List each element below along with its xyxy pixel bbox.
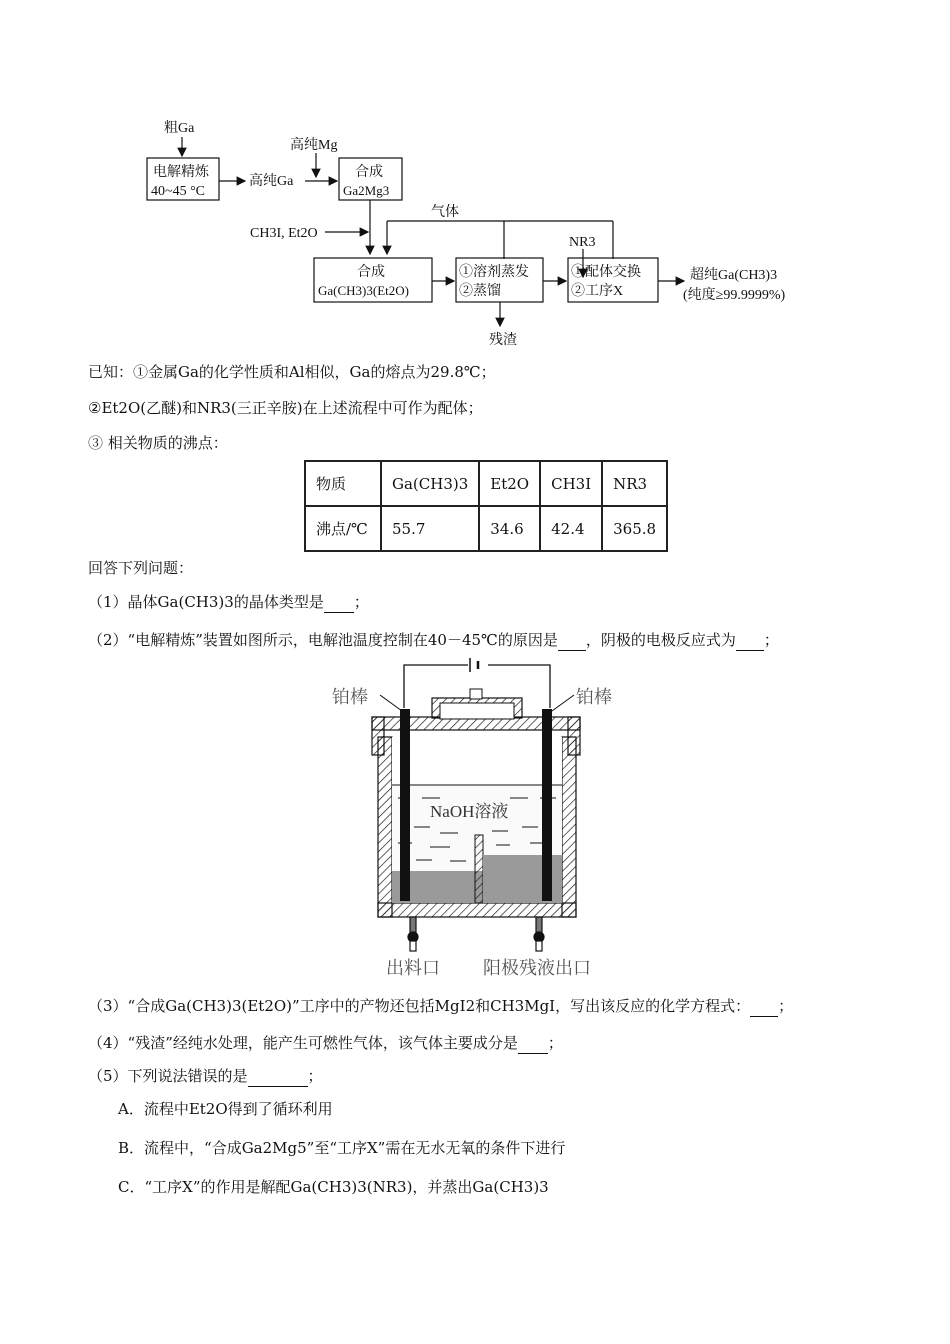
reagents-label: CH3I, Et2O xyxy=(250,226,318,241)
known-line-1: 已知：①金属Ga的化学性质和Al相似，Ga的熔点为29.8℃； xyxy=(88,363,496,381)
question-4: （4）“残渣”经纯水处理，能产生可燃性气体，该气体主要成分是 ； xyxy=(88,1034,563,1052)
left-electrode-label: 铂棒 xyxy=(332,687,368,707)
question-3: （3）“合成Ga(CH3)3(Et2O)”工序中的产物还包括MgI2和CH3MgI，写出该反应的化学方程式： ； xyxy=(88,997,794,1015)
question-4-text: （4）“残渣”经纯水处理，能产生可燃性气体，该气体主要成分是 xyxy=(88,1034,518,1052)
answer-blank[interactable] xyxy=(750,996,778,1017)
nr3-label: NR3 xyxy=(569,235,596,250)
outlets xyxy=(408,917,544,951)
pure-mg-label: 高纯Mg xyxy=(290,138,338,153)
question-2-text: （2）“电解精炼”装置如图所示，电解池温度控制在40－45℃的原因是 xyxy=(88,631,558,649)
option-b[interactable]: B．流程中，“合成Ga2Mg5”至“工序X”需在无水无氧的条件下进行 xyxy=(118,1139,566,1157)
crude-ga-label: 粗Ga xyxy=(164,121,195,136)
questions-intro: 回答下列问题： xyxy=(88,559,194,577)
electrolysis-label-1: 电解精炼 xyxy=(153,165,209,180)
question-5: （5）下列说法错误的是 ； xyxy=(88,1067,323,1085)
exchange-label-1: ①配体交换 xyxy=(571,265,641,280)
option-a[interactable]: A．流程中Et2O得到了循环利用 xyxy=(118,1100,333,1118)
pure-ga-label: 高纯Ga xyxy=(249,174,294,189)
left-electrode xyxy=(400,709,410,901)
table-cell: CH3I xyxy=(540,461,602,506)
table-cell: 55.7 xyxy=(381,506,479,551)
table-cell: 365.8 xyxy=(602,506,667,551)
solution-label: NaOH溶液 xyxy=(430,802,509,821)
evaporation-label-1: ①溶剂蒸发 xyxy=(459,265,529,280)
outlet-left-label: 出料口 xyxy=(386,958,440,978)
electrolysis-label-2: 40~45 °C xyxy=(151,184,206,199)
table-cell: Et2O xyxy=(479,461,540,506)
table-cell: Ga(CH3)3 xyxy=(381,461,479,506)
known-line-3: ③ 相关物质的沸点： xyxy=(88,434,228,452)
gas-label: 气体 xyxy=(431,205,459,220)
answer-blank[interactable] xyxy=(248,1066,308,1087)
boiling-point-table xyxy=(304,460,668,552)
outlet-right-label: 阳极残液出口 xyxy=(483,958,591,978)
answer-blank[interactable] xyxy=(736,630,764,651)
evaporation-label-2: ②蒸馏 xyxy=(459,284,501,299)
option-c[interactable]: C．“工序X”的作用是解配Ga(CH3)3(NR3)，并蒸出Ga(CH3)3 xyxy=(118,1178,549,1196)
table-cell: NR3 xyxy=(602,461,667,506)
question-1-text: （1）晶体Ga(CH3)3的晶体类型是 xyxy=(88,593,324,611)
question-3-text: （3）“合成Ga(CH3)3(Et2O)”工序中的产物还包括MgI2和CH3MgI，写出该反应的化学方程式： xyxy=(88,997,751,1015)
synthesis1-label-1: 合成 xyxy=(355,165,383,180)
table-header-row xyxy=(305,461,667,506)
exchange-label-2: ②工序X xyxy=(571,284,624,299)
answer-blank[interactable] xyxy=(518,1033,548,1054)
synthesis2-label-1: 合成 xyxy=(357,265,385,280)
product-label-1: 超纯Ga(CH3)3 xyxy=(690,268,778,283)
process-flowchart xyxy=(0,0,950,360)
question-2: （2）“电解精炼”装置如图所示，电解池温度控制在40－45℃的原因是 ，阴极的电极反应式为 ； xyxy=(88,631,779,649)
right-electrode-label: 铂棒 xyxy=(576,687,612,707)
table-cell: 42.4 xyxy=(540,506,602,551)
right-electrode xyxy=(542,709,552,901)
synthesis1-label-2: Ga2Mg3 xyxy=(343,183,390,198)
product-label-2: (纯度≥99.9999%) xyxy=(683,288,786,303)
question-2-text-b: ，阴极的电极反应式为 xyxy=(585,631,736,649)
table-row xyxy=(305,506,667,551)
table-cell: 沸点/℃ xyxy=(305,506,381,551)
answer-blank[interactable] xyxy=(558,630,586,651)
table-cell: 物质 xyxy=(305,461,381,506)
known-line-2: ②Et2O(乙醚)和NR3(三正辛胺)在上述流程中可作为配体； xyxy=(88,399,483,417)
question-5-text: （5）下列说法错误的是 xyxy=(88,1067,248,1085)
electrolysis-apparatus xyxy=(320,655,640,985)
question-1: （1）晶体Ga(CH3)3的晶体类型是 ； xyxy=(88,593,369,611)
table-cell: 34.6 xyxy=(479,506,540,551)
residue-label: 残渣 xyxy=(489,333,517,348)
synthesis2-label-2: Ga(CH3)3(Et2O) xyxy=(318,283,409,298)
answer-blank[interactable] xyxy=(324,592,354,613)
